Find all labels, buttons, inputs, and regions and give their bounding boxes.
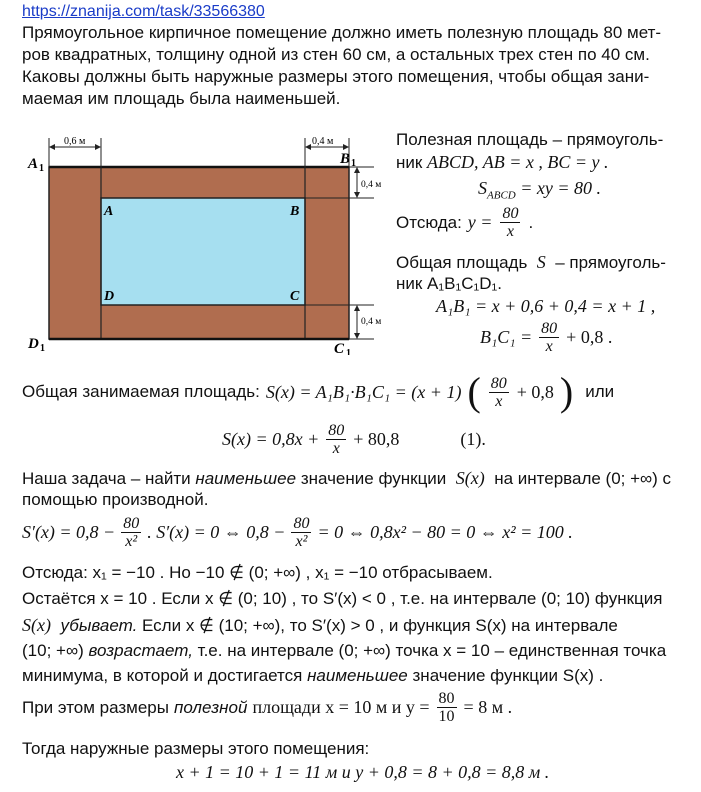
b1c1-eq: B₁C₁ = $\frac{80}{x}$ + 0,8 . bbox=[480, 320, 613, 355]
total-area-line: Общая площадь S – прямоуголь- bbox=[396, 252, 666, 272]
a1b1-eq: A₁B₁ = x + 0,6 + 0,4 = x + 1 , bbox=[436, 296, 656, 316]
total-area-formula: Общая занимаемая площадь: S(x) = A₁B₁·B₁C₁ = (x + 1) ( $\frac{80}{x}$ + 0,8 ) или bbox=[22, 369, 615, 414]
room-diagram bbox=[22, 130, 382, 355]
label-a: A bbox=[104, 204, 114, 219]
otsyuda-line bbox=[396, 205, 533, 240]
frac-80-x: $\frac{80}{x}$ bbox=[502, 205, 519, 240]
dimensions-line: При этом размеры полезной площади x = 10 м и y = $\frac{80}{10}$ = 8 м . bbox=[22, 690, 513, 725]
paragraph-2: S(x) убывает. Если x ∉ (10; +∞), то S′(x) > 0 , и функция S(x) на интервале bbox=[22, 615, 618, 635]
s-sub: ABCD bbox=[487, 189, 516, 202]
label-b1-sub: 1 bbox=[351, 158, 356, 169]
y-eq: y = bbox=[467, 212, 493, 232]
s-rest: = xy = 80 . bbox=[515, 178, 602, 198]
otsyuda-label: Отсюда: bbox=[396, 212, 462, 232]
label-c1: C bbox=[334, 341, 345, 355]
problem-line-3: Каковы должны быть наружные размеры этого помещения, чтобы общая зани- bbox=[22, 67, 650, 86]
label-d1: D bbox=[28, 336, 39, 352]
paragraph-3: (10; +∞) возрастает, т.е. на интервале (0; +∞) точка x = 10 – единственная точка bbox=[22, 641, 667, 660]
label-b: B bbox=[290, 204, 300, 219]
derivative-line: S′(x) = 0,8 − $\frac{80}{\text{x²}}$ . S′(x) = 0 ⇔ 0,8 − $\frac{80}{\text{x²}}$ = 0 ⇔ 0,8x² − 80 = 0 ⇔ x² = 100 . bbox=[22, 515, 573, 550]
period: . bbox=[528, 212, 534, 232]
paragraph-1: Остаётся x = 10 . Если x ∉ (0; 10) , то S′(x) < 0 , т.е. на интервале (0; 10) функция bbox=[22, 589, 663, 608]
rect-a1b1c1d1: ник A₁B₁C₁D₁. bbox=[396, 274, 502, 293]
inner-room bbox=[101, 198, 305, 305]
dim-label-04-right-top: 0,4 м bbox=[361, 180, 382, 190]
dim-label-06: 0,6 м bbox=[64, 136, 86, 147]
s-letter: S bbox=[478, 178, 487, 198]
label-c1-sub: 1 bbox=[346, 348, 351, 355]
label-d1-sub: 1 bbox=[40, 343, 45, 354]
diagram-shapes bbox=[49, 138, 374, 339]
equation-1: S(x) = 0,8x + $\frac{80}{x}$ + 80,8 (1). bbox=[222, 422, 486, 457]
useful-area-line1: Полезная площадь – прямоуголь- bbox=[396, 130, 664, 149]
problem-line-1: Прямоугольное кирпичное помещение должно иметь полезную площадь 80 мет- bbox=[22, 23, 662, 42]
label-d: D bbox=[104, 289, 115, 304]
dim-label-04-right-bottom: 0,4 м bbox=[361, 317, 382, 327]
text-nik: ник bbox=[396, 153, 428, 172]
label-c: C bbox=[290, 289, 300, 304]
label-a1: A bbox=[28, 156, 39, 172]
math-abcd: ABCD, AB = x , BC = y . bbox=[427, 152, 609, 172]
then-line: Тогда наружные размеры этого помещения: bbox=[22, 739, 370, 758]
useful-area-line2 bbox=[396, 152, 608, 173]
problem-line-4: маемая им площадь была наименьшей. bbox=[22, 89, 341, 108]
s-abcd-eq bbox=[478, 178, 601, 202]
label-b1: B bbox=[340, 151, 351, 167]
otsyuda-roots: Отсюда: x₁ = −10 . Но −10 ∉ (0; +∞) , x₁ = −10 отбрасываем. bbox=[22, 563, 493, 582]
task-link[interactable]: https://znanija.com/task/33566380 bbox=[22, 3, 265, 20]
dim-label-04-top: 0,4 м bbox=[312, 136, 334, 147]
task-line: Наша задача – найти наименьшее значение функции S(x) на интервале (0; +∞) с bbox=[22, 468, 672, 488]
paragraph-4: минимума, в которой и достигается наименьшее значение функции S(x) . bbox=[22, 666, 604, 685]
task-line-2: помощью производной. bbox=[22, 490, 209, 509]
label-a1-sub: 1 bbox=[39, 163, 44, 174]
problem-line-2: ров квадратных, толщину одной из стен 60 см, а остальных трех стен по 40 см. bbox=[22, 45, 650, 64]
final-answer: x + 1 = 10 + 1 = 11 м и y + 0,8 = 8 + 0,8 = 8,8 м . bbox=[176, 762, 550, 782]
